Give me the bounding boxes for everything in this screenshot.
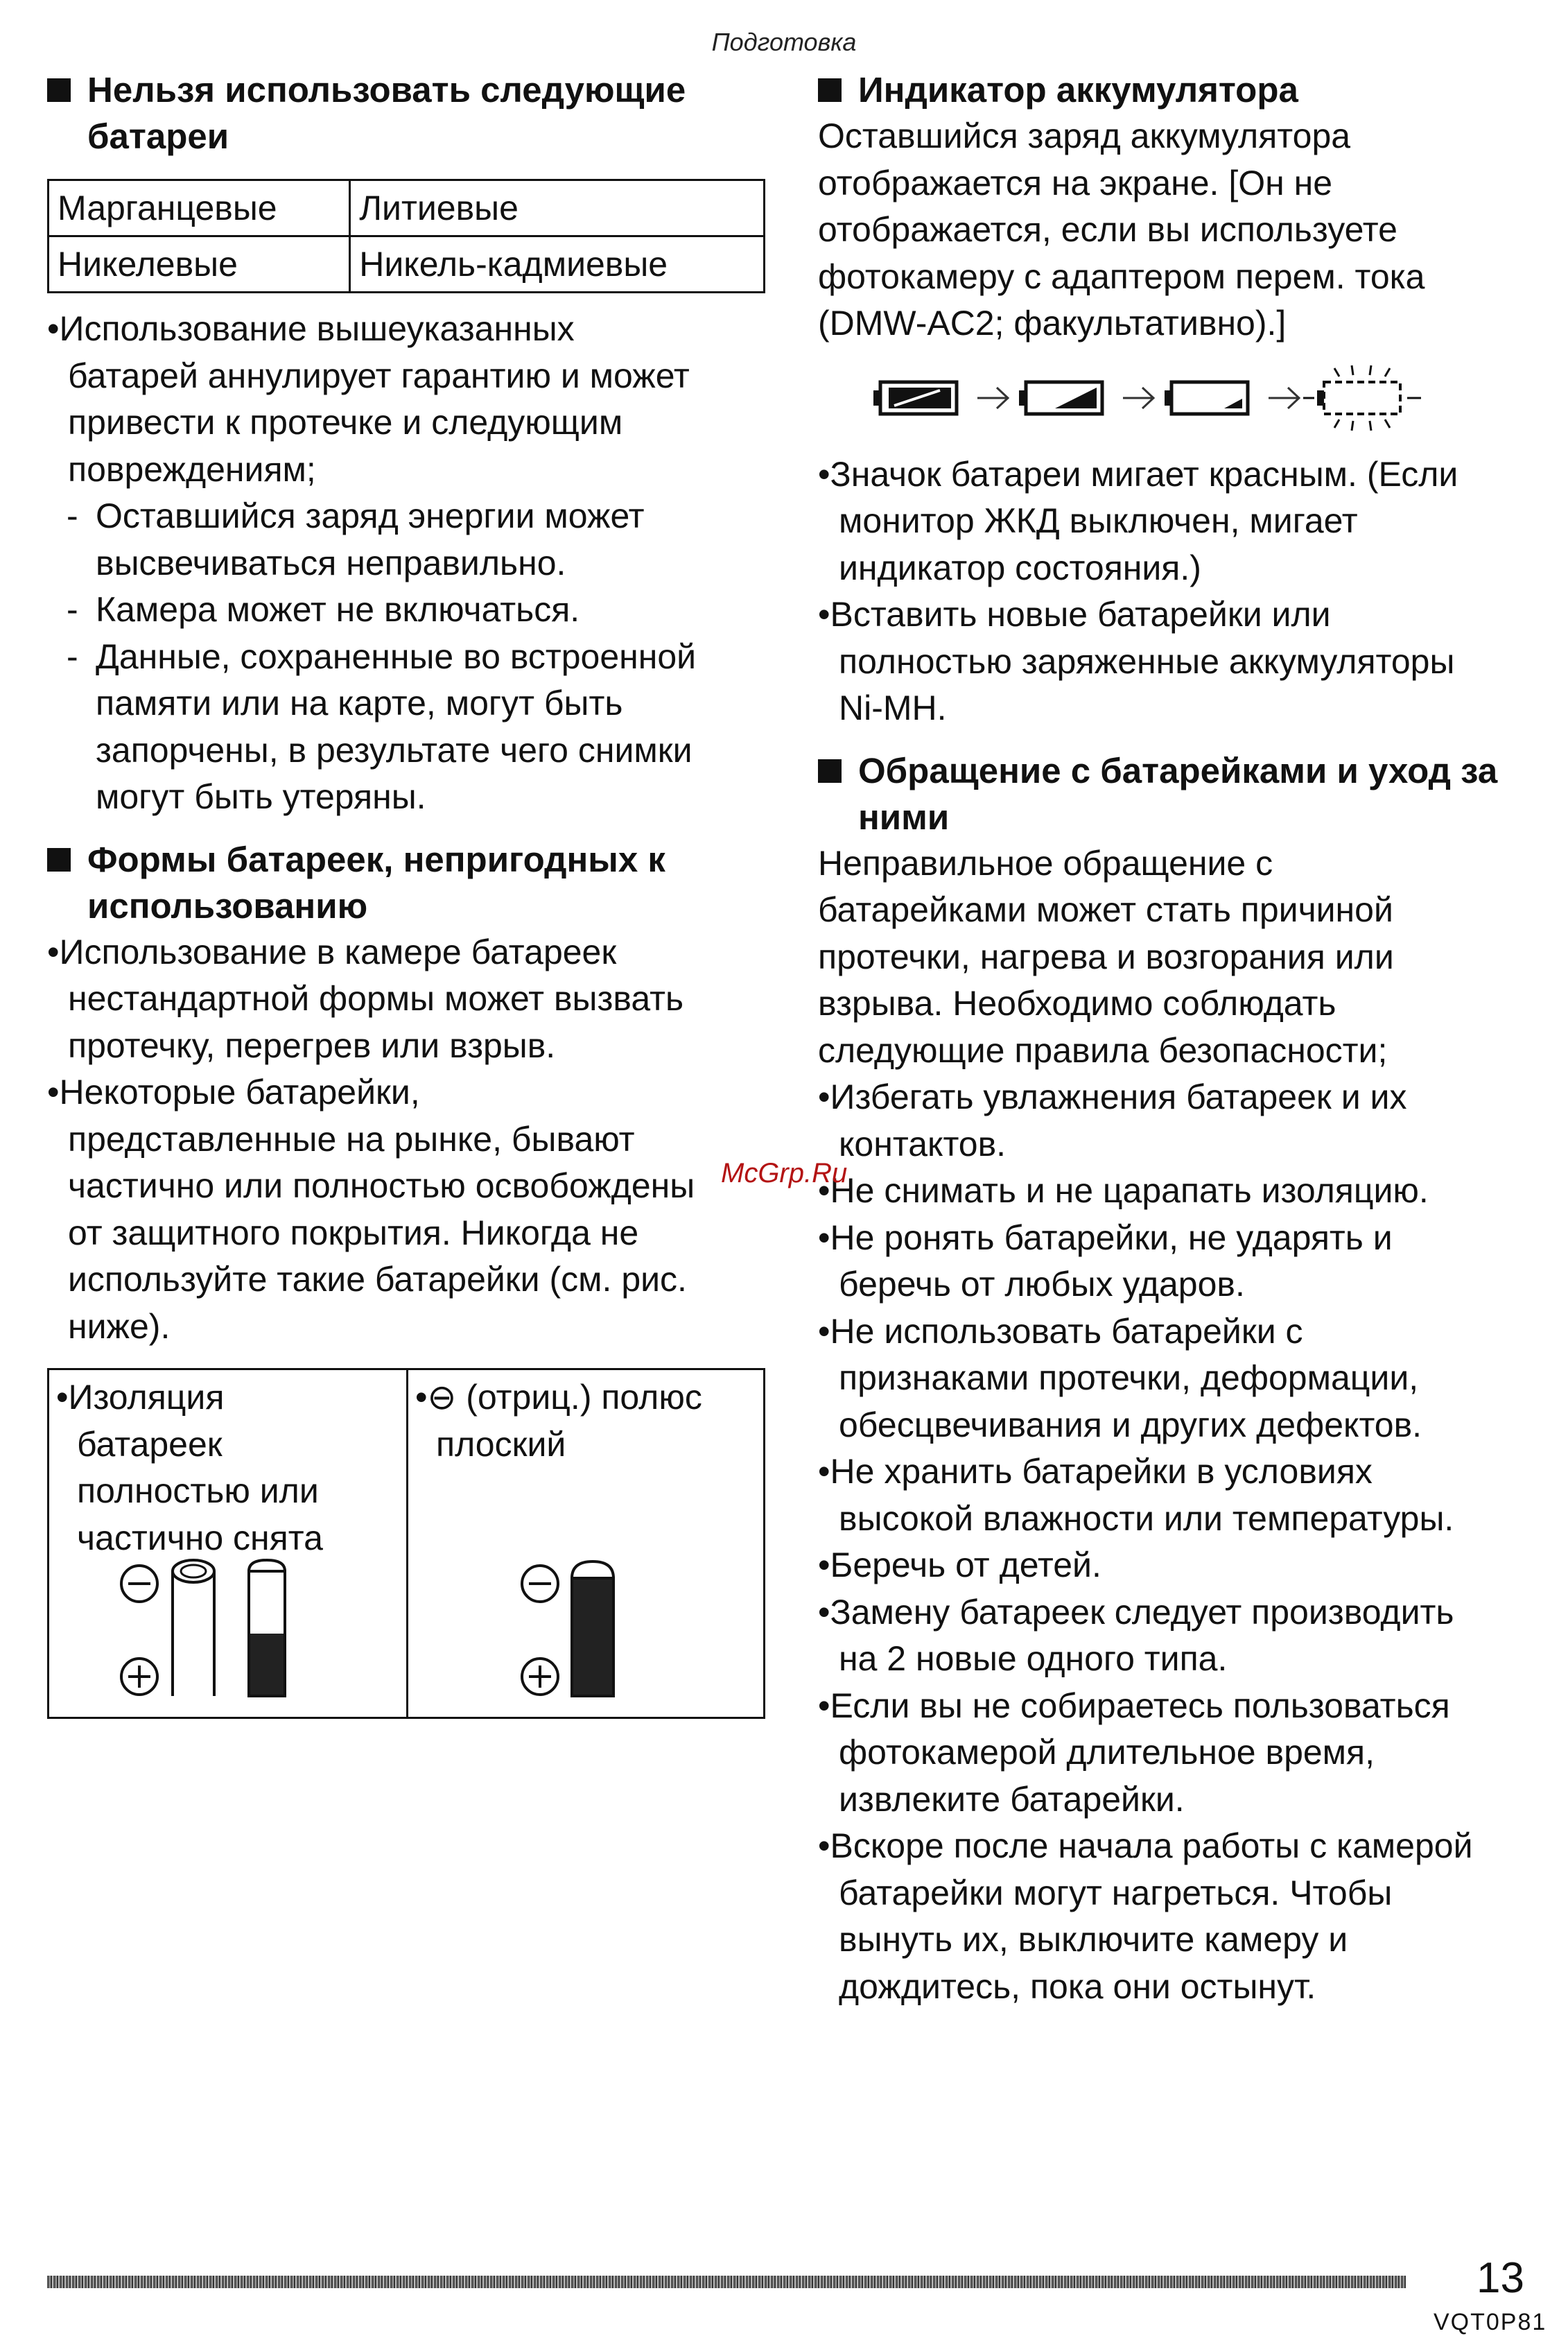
text-line: Неправильное обращение с: [818, 843, 1273, 883]
battery-level-icons: [873, 347, 1497, 451]
arrow-right-icon: [977, 388, 1008, 408]
text-line: используйте такие батарейки (см. рис.: [68, 1260, 687, 1299]
text-line: •Не снимать и не царапать изоляцию.: [818, 1171, 1429, 1210]
text-line: •Использование вышеуказанных: [47, 309, 575, 348]
battery-types-table: [47, 179, 765, 293]
heading-line: Индикатор аккумулятора: [858, 70, 1298, 110]
bullet-warranty: [47, 306, 768, 493]
text-line: нестандартной формы может вызвать: [68, 979, 684, 1018]
text-line: (DMW-AC2; факультативно).]: [818, 304, 1287, 343]
text-line: запорчены, в результате чего снимки: [96, 730, 692, 770]
text-line: высокой влажности или температуры.: [839, 1498, 1454, 1538]
text-line: фотокамерой длительное время,: [839, 1733, 1375, 1772]
text-line: •Значок батареи мигает красным. (Если: [818, 454, 1458, 494]
text-line: протечки, нагрева и возгорания или: [818, 937, 1394, 976]
table-cell: Никель-кадмиевые: [350, 236, 765, 293]
battery-insulation-icon: [119, 1557, 326, 1717]
text-line: •Вставить новые батарейки или: [818, 595, 1331, 634]
figure-cell-insulation: [49, 1370, 408, 1717]
text-line: •Некоторые батарейки,: [47, 1073, 420, 1111]
text-line: •Не использовать батарейки с: [818, 1311, 1303, 1351]
table-row: [49, 236, 765, 293]
figure-cell-flat-negative: [408, 1370, 763, 1717]
text-line: от защитного покрытия. Никогда не: [68, 1213, 639, 1252]
text-line: полностью или: [77, 1471, 319, 1510]
text-line: привести к протечке и следующим: [68, 403, 623, 442]
table-row: [49, 180, 765, 236]
text-line: •Если вы не собираетесь пользоваться: [818, 1686, 1450, 1725]
list-item: [818, 1823, 1539, 2010]
watermark-text: McGrp.Ru: [721, 1158, 848, 1188]
text-line: •Не ронять батарейки, не ударять и: [818, 1218, 1393, 1257]
text-line: высвечиваться неправильно.: [96, 543, 566, 582]
figure-caption: [415, 1374, 702, 1468]
dash-item-camera: [47, 587, 768, 634]
text-line: представленные на рынке, бывают: [68, 1119, 635, 1159]
text-line: отображается, если вы используете: [818, 210, 1397, 249]
text-line: взрыва. Необходимо соблюдать: [818, 984, 1336, 1023]
text-line: •Не хранить батарейки в условиях: [818, 1452, 1373, 1491]
black-square-icon: [47, 848, 71, 872]
table-cell: Литиевые: [350, 180, 765, 236]
left-column: [47, 67, 768, 1719]
paragraph-indicator: [818, 113, 1539, 347]
list-item: [818, 1074, 1539, 1168]
table-cell: Никелевые: [49, 236, 350, 293]
footer-decorative-bar: [47, 2276, 1406, 2288]
black-square-icon: [818, 78, 842, 102]
text-line: - Оставшийся заряд энергии может: [67, 496, 645, 535]
table-cell: Марганцевые: [49, 180, 350, 236]
care-bullet-list: [818, 1074, 1539, 2010]
arrow-right-icon: [1269, 388, 1299, 408]
paragraph-care: [818, 840, 1539, 1075]
page-header-title: Подготовка: [711, 28, 857, 56]
text-line: батарейки могут нагреться. Чтобы: [839, 1873, 1393, 1912]
list-item: [818, 1215, 1539, 1308]
dash-item-data: [47, 634, 768, 821]
bullet-blink: [818, 451, 1539, 592]
text-line: батарейками может стать причиной: [818, 890, 1393, 929]
bullet-replace: [818, 591, 1539, 732]
text-line: •⊖ (отриц.) полюс: [415, 1378, 702, 1417]
text-line: ниже).: [68, 1306, 171, 1346]
text-line: Ni-MH.: [839, 689, 947, 727]
bullet-uncovered: [47, 1069, 768, 1350]
section-heading-battery-shapes: [47, 836, 768, 929]
text-line: памяти или на карте, могут быть: [96, 684, 623, 723]
text-line: •Вскоре после начала работы с камерой: [818, 1826, 1473, 1865]
list-item: [818, 1448, 1539, 1542]
text-line: фотокамеру с адаптером перем. тока: [818, 257, 1425, 296]
list-item: [818, 1168, 1539, 1215]
text-line: батарей аннулирует гарантию и может: [68, 356, 690, 395]
text-line: извлеките батарейки.: [839, 1779, 1185, 1819]
text-line: индикатор состояния.): [839, 548, 1201, 587]
text-line: плоский: [436, 1424, 566, 1464]
text-line: частично снята: [77, 1518, 323, 1557]
section-heading-battery-care: [818, 747, 1539, 840]
text-line: на 2 новые одного типа.: [839, 1639, 1228, 1678]
text-line: контактов.: [839, 1124, 1007, 1163]
text-line: частично или полностью освобождены: [68, 1166, 695, 1205]
battery-shape-figure: [47, 1368, 765, 1719]
text-line: Оставшийся заряд аккумулятора: [818, 116, 1351, 155]
section-heading-unusable-batteries: [47, 67, 768, 159]
heading-line: батареи: [87, 116, 229, 156]
text-line: полностью заряженные аккумуляторы: [839, 641, 1455, 681]
figure-caption: [56, 1374, 323, 1561]
heading-line: Нельзя использовать следующие: [87, 70, 686, 110]
heading-line: Формы батареек, непригодных к: [87, 839, 665, 879]
black-square-icon: [47, 78, 71, 102]
text-line: •Использование в камере батареек: [47, 932, 617, 971]
text-line: повреждениям;: [68, 449, 316, 489]
heading-line: использованию: [87, 885, 368, 926]
list-item: [818, 1308, 1539, 1449]
arrow-right-icon: [1123, 388, 1153, 408]
text-line: следующие правила безопасности;: [818, 1030, 1388, 1070]
text-line: - Камера может не включаться.: [67, 590, 580, 629]
text-line: вынуть их, выключите камеру и: [839, 1920, 1348, 1959]
page-number: 13: [1476, 2254, 1524, 2302]
battery-full-icon: [873, 382, 957, 414]
text-line: дождитесь, пока они остынут.: [839, 1966, 1316, 2006]
text-line: беречь от любых ударов.: [839, 1265, 1245, 1304]
document-code: VQT0P81: [1434, 2309, 1547, 2335]
battery-two-thirds-icon: [1019, 382, 1102, 414]
list-item: [818, 1542, 1539, 1589]
text-line: •Избегать увлажнения батареек и их: [818, 1078, 1407, 1116]
text-line: •Беречь от детей.: [818, 1546, 1101, 1584]
text-line: отображается на экране. [Он не: [818, 163, 1333, 202]
text-line: •Изоляция: [56, 1378, 225, 1417]
battery-flat-pole-icon: [519, 1557, 658, 1717]
black-square-icon: [818, 759, 842, 783]
text-line: протечку, перегрев или взрыв.: [68, 1026, 556, 1065]
section-heading-battery-indicator: [818, 67, 1539, 113]
list-item: [818, 1683, 1539, 1824]
text-line: •Замену батареек следует производить: [818, 1592, 1454, 1632]
battery-level-sequence: [818, 347, 1539, 451]
text-line: монитор ЖКД выключен, мигает: [839, 501, 1358, 540]
heading-line: Обращение с батарейками и уход за: [858, 750, 1498, 790]
battery-one-third-icon: [1165, 382, 1248, 414]
text-line: батареек: [77, 1424, 223, 1464]
battery-empty-blinking-icon: [1303, 365, 1421, 431]
dash-item-charge: [47, 493, 768, 587]
text-line: признаками протечки, деформации,: [839, 1358, 1419, 1397]
bullet-nonstandard: [47, 929, 768, 1070]
list-item: [818, 1589, 1539, 1683]
heading-line: ними: [858, 797, 950, 837]
right-column: [818, 67, 1539, 2010]
text-line: могут быть утеряны.: [96, 777, 426, 816]
text-line: - Данные, сохраненные во встроенной: [67, 637, 697, 676]
text-line: обесцвечивания и других дефектов.: [839, 1405, 1422, 1444]
